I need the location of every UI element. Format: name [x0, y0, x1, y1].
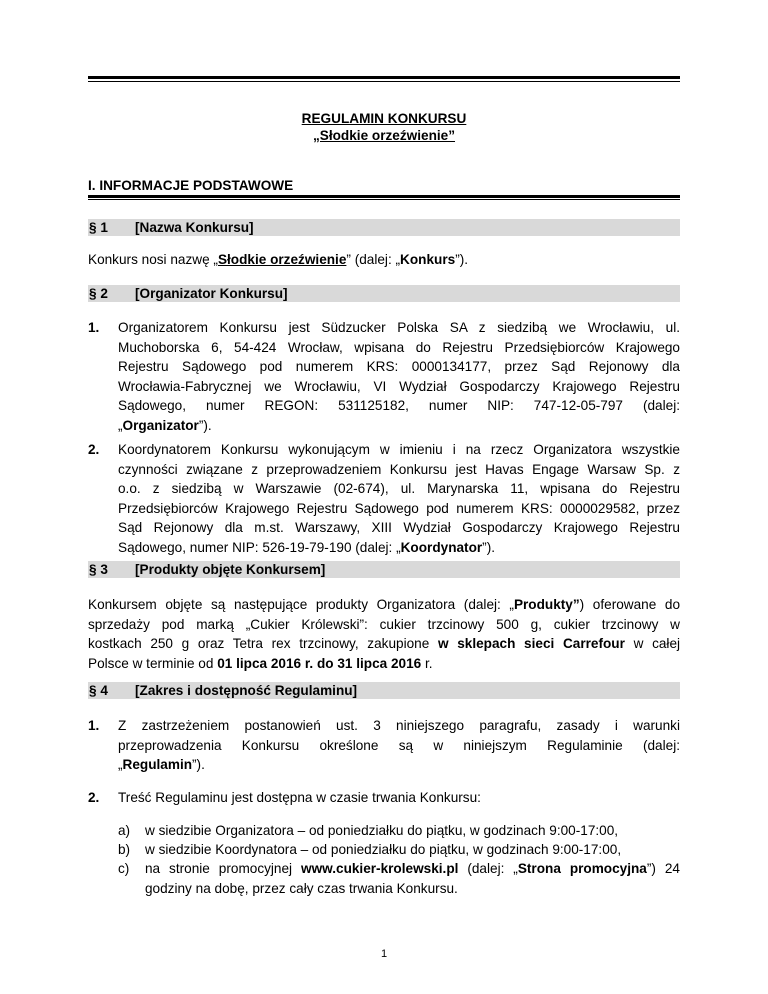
paragraph-number: § 3 [89, 562, 108, 577]
header-rule-thin [88, 81, 680, 82]
text-bold: w sklepach sieci Carrefour [437, 636, 625, 652]
text-line: Konkursem objęte są następujące produkty Organizatora (dalej: „Produkty”) oferowane do [88, 597, 681, 612]
paragraph-title: [Nazwa Konkursu] [135, 220, 254, 235]
text-bold: Konkurs [400, 252, 456, 267]
text-line: „Regulamin”). [118, 757, 205, 773]
text-bold: 01 lipca 2016 r. do 31 lipca 2016 [217, 655, 422, 671]
item-body [118, 318, 680, 436]
text-line: Organizatorem Konkursu jest Südzucker Polska SA z siedzibą we Wrocławiu, ul. [118, 320, 680, 335]
text-line: Muchoborska 6, 54-424 Wrocław, wpisana do Rejestru Przedsiębiorców Krajowego [118, 339, 680, 355]
item-number: 2. [88, 790, 100, 805]
section-rule-thin [88, 199, 680, 200]
text-bold: Koordynator [400, 539, 483, 555]
text-bold: Regulamin [122, 757, 193, 773]
sub-item-letter: c) [118, 861, 130, 876]
item-number: 1. [88, 320, 100, 335]
text-line: Wrocławia-Fabrycznej we Wrocławiu, VI Wydział Gospodarczy Krajowego Rejestru [118, 378, 680, 394]
paragraph-number: § 1 [89, 220, 108, 235]
paragraph-title: [Organizator Konkursu] [135, 286, 288, 301]
text-line: Sądowego, numer NIP: 526-19-79-190 (dalej: „Koordynator”). [118, 539, 496, 555]
text-line: „Organizator”). [118, 417, 212, 433]
text-line: Sądowego, numer REGON: 531125182, numer NIP: 747-12-05-797 (dalej: [118, 398, 680, 414]
text-line: Z zastrzeżeniem postanowień ust. 3 niniejszego paragrafu, zasady i warunki [118, 718, 680, 733]
text-line: o.o. z siedzibą w Warszawie (02-674), ul. Marynarska 11, wpisana do Rejestru [118, 481, 680, 497]
text-line: Polsce w terminie od 01 lipca 2016 r. do 31 lipca 2016 r. [88, 655, 433, 671]
paragraph-3-text [88, 595, 680, 673]
text: ” (dalej: „ [346, 252, 401, 267]
section-heading: I. INFORMACJE PODSTAWOWE [88, 178, 294, 193]
text-line: Rejestru Sądowego pod numerem KRS: 0000134177, przez Sąd Rejonowy dla [118, 359, 680, 375]
sub-item-text: w siedzibie Organizatora – od poniedziałku do piątku, w godzinach 9:00-17:00, [145, 823, 619, 838]
paragraph-header-2 [88, 285, 680, 302]
paragraph-header-4 [88, 682, 680, 699]
text-bold: www.cukier-krolewski.pl [301, 861, 459, 876]
text-line: Koordynatorem Konkursu wykonującym w imieniu i na rzecz Organizatora wszystkie [118, 442, 680, 457]
header-rule-thick [88, 76, 680, 79]
paragraph-title: [Zakres i dostępność Regulaminu] [135, 683, 358, 698]
sub-item-letter: a) [118, 823, 131, 838]
paragraph-header-1 [88, 219, 680, 236]
text-line: Przedsiębiorców Krajowego Rejestru Sądowego pod numerem KRS: 0000029582, przez [118, 500, 680, 516]
item-body [118, 440, 680, 558]
text-line: czynności związane z przeprowadzeniem Konkursu jest Havas Engage Warsaw Sp. z [118, 461, 680, 477]
page-number: 1 [380, 948, 388, 960]
text-bold: Produkty” [513, 597, 580, 612]
paragraph-1-text [88, 250, 680, 270]
text-line: Treść Regulaminu jest dostępna w czasie trwania Konkursu: [118, 790, 481, 805]
text-line: przeprowadzenia Konkursu określone są w niniejszym Regulaminie (dalej: [118, 737, 680, 753]
text-underlined: Słodkie orzeźwienie [217, 252, 347, 267]
document-subtitle: „Słodkie orzeźwienie” [312, 128, 456, 143]
text: Konkurs nosi nazwę „ [88, 252, 218, 267]
item-number: 2. [88, 442, 100, 457]
item-body [118, 788, 680, 808]
text-line: Sąd Rejonowy dla m.st. Warszawy, XIII Wydział Gospodarczy Krajowego Rejestru [118, 520, 680, 536]
document-title: REGULAMIN KONKURSU [301, 111, 467, 126]
text-line: na stronie promocyjnej www.cukier-krolewski.pl (dalej: „Strona promocyjna”) 24 [145, 861, 680, 876]
text-bold: Strona promocyjna [517, 861, 647, 876]
sub-item-text: w siedzibie Koordynatora – od poniedziałku do piątku, w godzinach 9:00-17:00, [145, 842, 622, 857]
text-bold: Organizator [122, 417, 199, 433]
paragraph-number: § 4 [89, 683, 108, 698]
text-line: godziny na dobę, przez cały czas trwania Konkursu. [145, 880, 458, 896]
paragraph-title: [Produkty objęte Konkursem] [135, 562, 326, 577]
item-body [118, 716, 680, 775]
sub-item-letter: b) [118, 842, 131, 857]
text: ”). [455, 252, 469, 267]
paragraph-header-3 [88, 561, 680, 578]
text-line: sprzedaży pod marką „Cukier Królewski”: cukier trzcinowy 500 g, cukier trzcinowy w [88, 616, 680, 632]
paragraph-number: § 2 [89, 286, 108, 301]
item-number: 1. [88, 718, 100, 733]
sub-item-text [145, 859, 680, 898]
text-line: kostkach 250 g oraz Tetra rex trzcinowy, zakupione w sklepach sieci Carrefour w całej [88, 636, 681, 652]
section-rule-thick [88, 195, 680, 198]
